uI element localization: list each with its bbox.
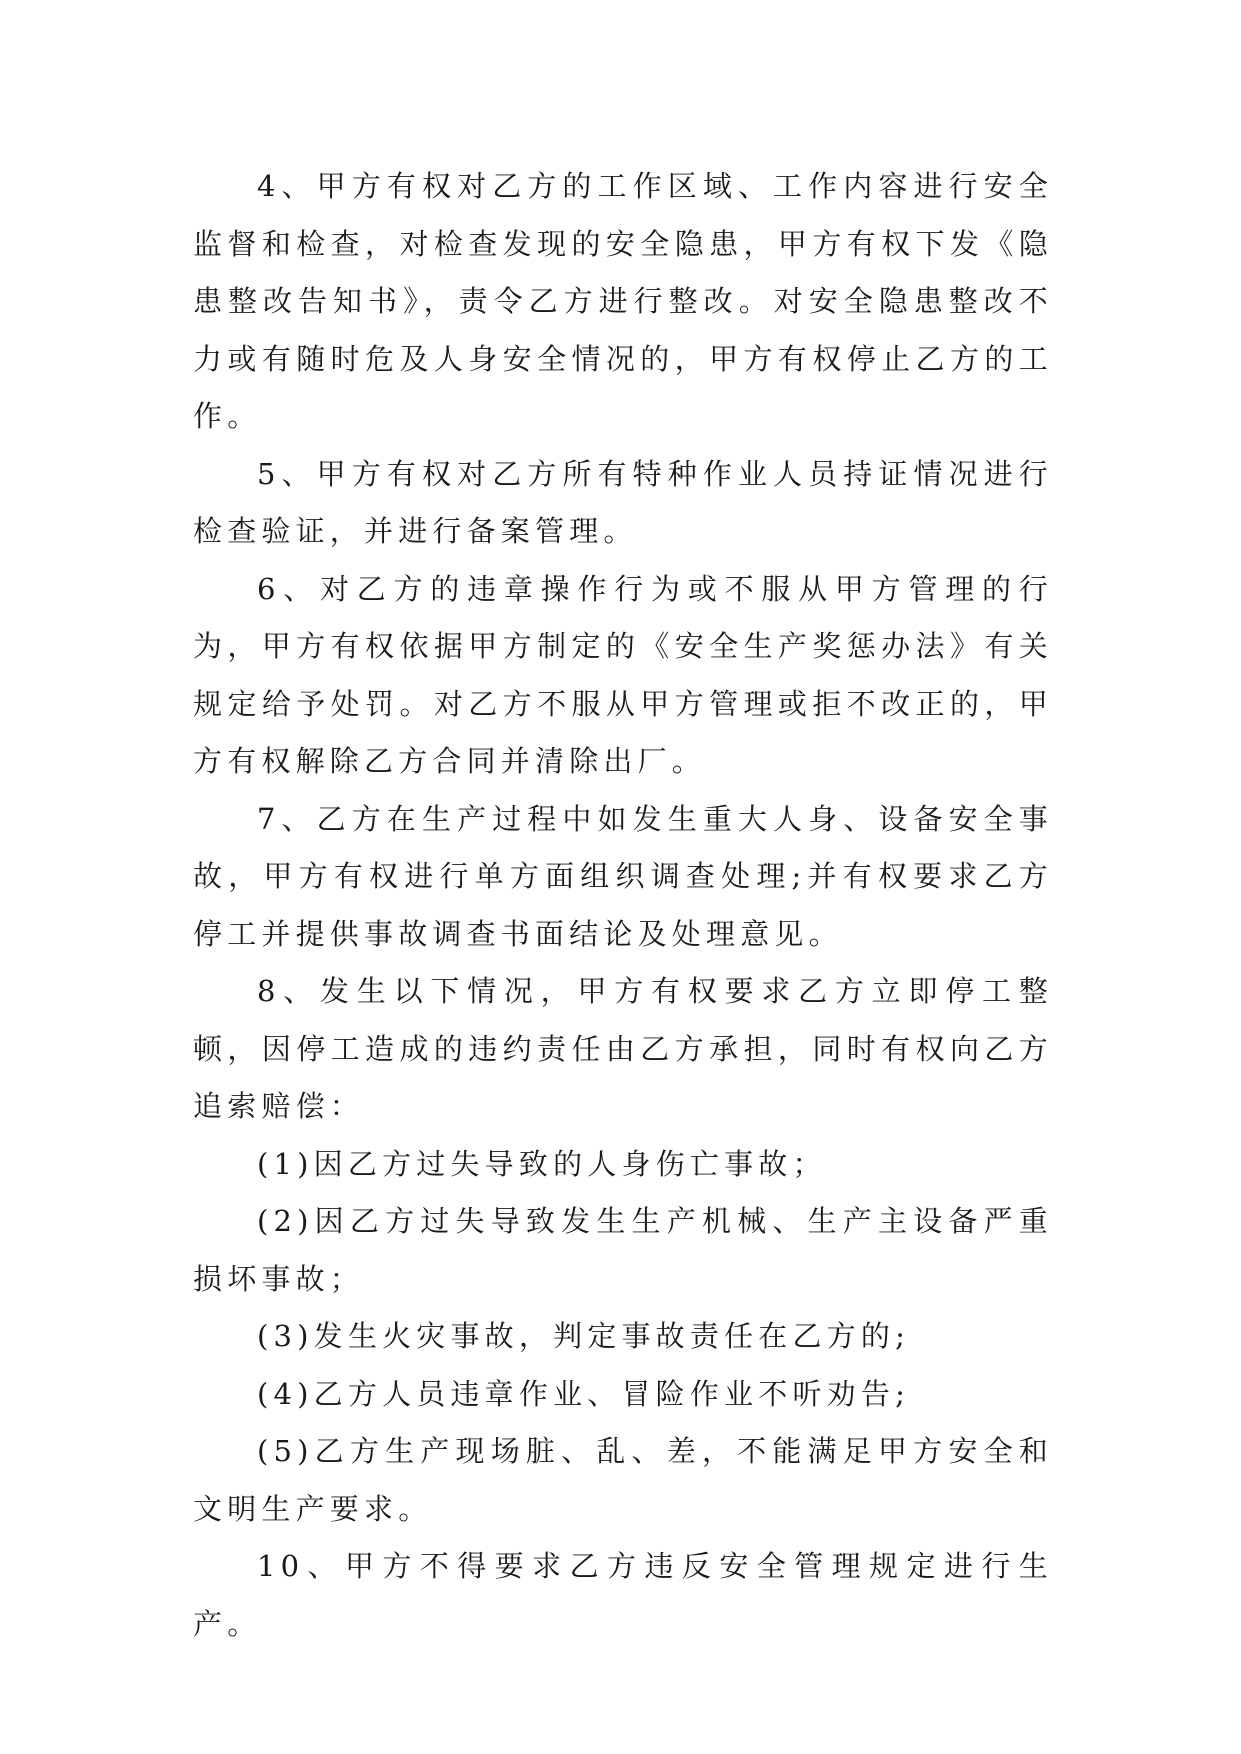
list-item-2: (2)因乙方过失导致发生生产机械、生产主设备严重损坏事故； <box>193 1204 1053 1296</box>
list-item-1: (1)因乙方过失导致的人身伤亡事故； <box>257 1146 827 1181</box>
paragraph-clause-7: 7、乙方在生产过程中如发生重大人身、设备安全事故，甲方有权进行单方面组织调查处理;并有权要求乙方停工并提供事故调查书面结论及处理意见。 <box>193 801 1053 951</box>
paragraph-clause-10: 10、甲方不得要求乙方违反安全管理规定进行生产。 <box>193 1549 1053 1641</box>
document-body <box>193 158 1053 1653</box>
list-item-4: (4)乙方人员违章作业、冒险作业不听劝告; <box>257 1376 911 1411</box>
list-item-5: (5)乙方生产现场脏、乱、差，不能满足甲方安全和文明生产要求。 <box>193 1434 1053 1526</box>
paragraph-clause-5: 5、甲方有权对乙方所有特种作业人员持证情况进行检查验证，并进行备案管理。 <box>193 456 1053 548</box>
list-item-3: (3)发生火灾事故，判定事故责任在乙方的; <box>257 1319 911 1353</box>
paragraph-clause-6: 6、对乙方的违章操作行为或不服从甲方管理的行为，甲方有权依据甲方制定的《安全生产奖惩办法》有关规定给予处罚。对乙方不服从甲方管理或拒不改正的，甲方有权解除乙方合同并清除出厂。 <box>193 571 1053 778</box>
paragraph-clause-8: 8、发生以下情况，甲方有权要求乙方立即停工整顿，因停工造成的违约责任由乙方承担，同时有权向乙方追索赔偿： <box>193 974 1053 1123</box>
paragraph-clause-4: 4、甲方有权对乙方的工作区域、工作内容进行安全监督和检查，对检查发现的安全隐患，甲方有权下发《隐患整改告知书》，责令乙方进行整改。对安全隐患整改不力或有随时危及人身安全情况的，甲方有权停止乙方的工作。 <box>193 169 1053 433</box>
